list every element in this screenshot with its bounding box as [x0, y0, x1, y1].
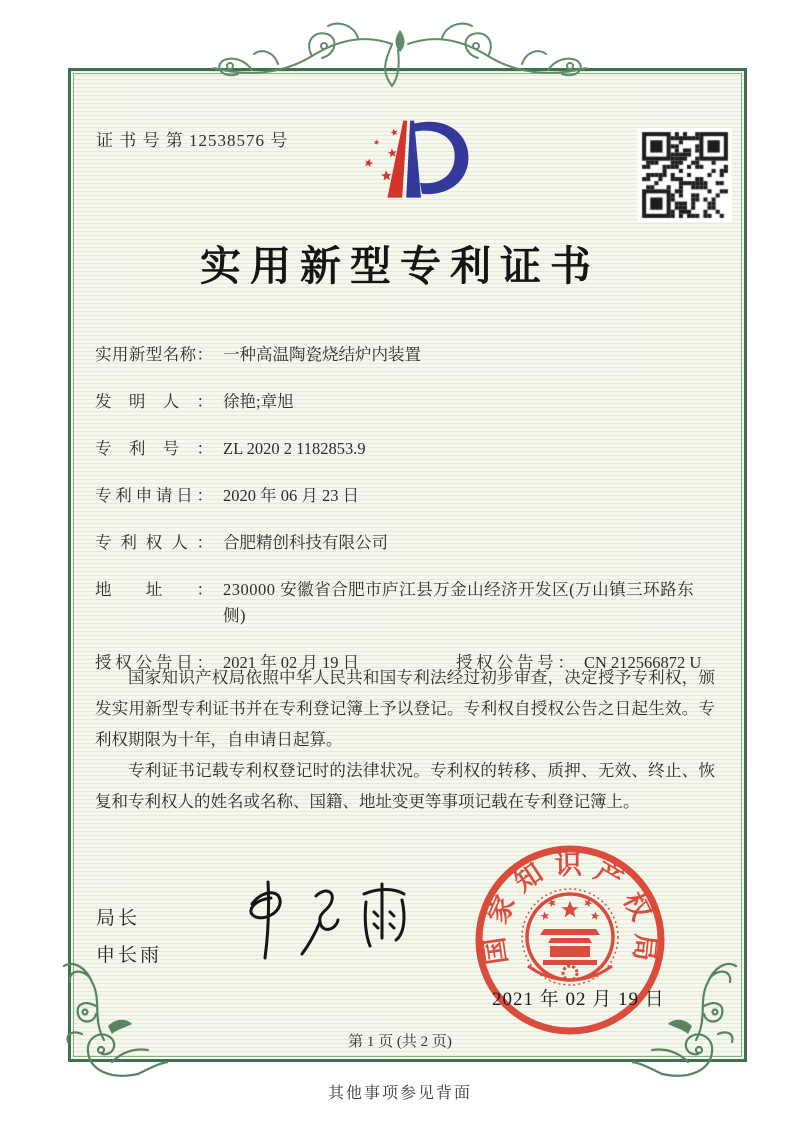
national-emblem-icon	[522, 889, 618, 985]
field-row-address	[95, 577, 720, 629]
field-row-filing-date	[95, 483, 720, 509]
certificate-number: 证 书 号 第 12538576 号	[96, 131, 289, 150]
field-label: 授权公告日：	[95, 653, 213, 672]
field-value: ZL 2020 2 1182853.9	[223, 439, 366, 458]
page-number: 第 1 页 (共 2 页)	[348, 1034, 452, 1050]
field-row-inventor	[95, 389, 720, 415]
seal-date: 2021 年 02 月 19 日	[492, 989, 665, 1010]
legal-text	[95, 662, 715, 817]
field-value: 230000 安徽省合肥市庐江县万金山经济开发区(万山镇三环路东侧)	[223, 580, 695, 625]
footer-note: 其他事项参见背面	[327, 1085, 472, 1102]
seal-text: 国家知识产权局	[478, 849, 661, 967]
signature-icon	[224, 876, 424, 971]
certificate-title: 实用新型专利证书	[200, 243, 600, 289]
field-value: 一种高温陶瓷烧结炉内装置	[223, 345, 421, 364]
field-value: 2020 年 06 月 23 日	[223, 486, 360, 505]
legal-paragraph-1: 国家知识产权局依照中华人民共和国专利法经过初步审查，决定授予专利权，颁发实用新型专利证书并在专利登记簿上予以登记。专利权自授权公告之日起生效。专利权期限为十年，自申请日起算。	[95, 668, 715, 749]
field-value: 徐艳;章旭	[223, 392, 294, 411]
commissioner-title: 局长	[96, 908, 141, 929]
field-label: 地址：	[95, 580, 213, 599]
field-label: 实用新型名称：	[95, 345, 213, 364]
commissioner-name: 申长雨	[96, 945, 163, 966]
cnipa-logo-icon	[343, 110, 501, 230]
field-value: 2021 年 02 月 19 日	[223, 653, 360, 672]
field-row-name	[95, 342, 720, 368]
legal-paragraph-2: 专利证书记载专利权登记时的法律状况。专利权的转移、质押、无效、终止、恢复和专利权人的姓名或名称、国籍、地址变更等事项记载在专利登记簿上。	[95, 761, 715, 811]
field-label: 专利权人：	[95, 533, 213, 552]
field-label: 专利申请日：	[95, 486, 213, 505]
field-value: 合肥精创科技有限公司	[223, 533, 388, 552]
field-label: 发明人：	[95, 392, 213, 411]
field-row-patent-no	[95, 436, 720, 462]
field-row-patentee	[95, 530, 720, 556]
field-value: CN 212566872 U	[584, 653, 702, 672]
field-label: 专利号：	[95, 439, 213, 458]
certificate-fields	[95, 342, 720, 697]
field-label: 授权公告号：	[456, 653, 574, 672]
qr-code	[638, 128, 732, 222]
